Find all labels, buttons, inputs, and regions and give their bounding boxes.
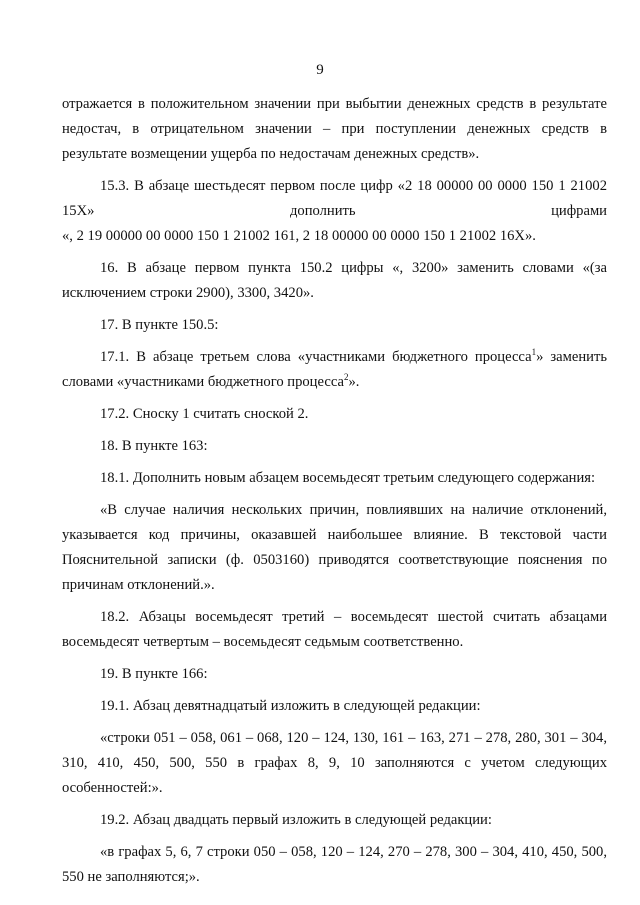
paragraph-16: 16. В абзаце первом пункта 150.2 цифры «, 3200» заменить словами «(за исключением строки 2900), 3300, 3420».: [62, 260, 607, 301]
footnote-mark-1: 1: [531, 347, 537, 358]
page-number: 9: [316, 62, 324, 78]
paragraph-1: отражается в положительном значении при выбытии денежных средств в результате недостач, в отрицательном значении – при поступлении денежных средств в результате возмещении ущерба по недостачам денежных средств».: [62, 96, 607, 162]
paragraph-19-1: 19.1. Абзац девятнадцатый изложить в следующей редакции:: [100, 698, 481, 714]
paragraph-17-2: 17.2. Сноску 1 считать сноской 2.: [100, 406, 309, 422]
document-body: [62, 92, 607, 890]
paragraph-17: 17. В пункте 150.5:: [100, 317, 219, 333]
paragraph-15-3-continued: «, 2 19 00000 00 0000 150 1 21002 161, 2 18 00000 00 0000 150 1 21002 16Х».: [62, 228, 536, 244]
paragraph-quote-2: «строки 051 – 058, 061 – 068, 120 – 124, 130, 161 – 163, 271 – 278, 280, 301 – 304, 310, 410, 450, 500, 550 в графах 8, 9, 10 заполняются с учетом следующих особенностей:».: [62, 730, 607, 796]
paragraph-17-1-text-c: ».: [348, 374, 360, 390]
paragraph-17-1: [62, 345, 607, 395]
paragraph-19-2: 19.2. Абзац двадцать первый изложить в следующей редакции:: [100, 812, 492, 828]
paragraph-18-1: 18.1. Дополнить новым абзацем восемьдесят третьим следующего содержания:: [100, 470, 596, 486]
paragraph-18-2: 18.2. Абзацы восемьдесят третий – восемьдесят шестой считать абзацами восемьдесят четвертым – восемьдесят седьмым соответственно.: [62, 609, 607, 650]
paragraph-15-3: 15.3. В абзаце шестьдесят первом после цифр «2 18 00000 00 0000 150 1 21002 15Х» дополнить цифрами: [62, 178, 607, 219]
paragraph-18: 18. В пункте 163:: [100, 438, 208, 454]
paragraph-17-1-text-b: » заменить словами «участниками бюджетного процесса: [62, 349, 607, 390]
footnote-mark-2: 2: [343, 372, 349, 383]
paragraph-quote-1: «В случае наличия нескольких причин, повлиявших на наличие отклонений, указывается код причины, оказавшей наибольшее влияние. В текстовой части Пояснительной записки (ф. 0503160) приводятся соответствующие пояснения по причинам отклонений.».: [62, 502, 607, 593]
paragraph-17-1-text-a: 17.1. В абзаце третьем слова «участниками бюджетного процесса: [100, 349, 532, 365]
paragraph-19: 19. В пункте 166:: [100, 666, 208, 682]
paragraph-quote-3: «в графах 5, 6, 7 строки 050 – 058, 120 – 124, 270 – 278, 300 – 304, 410, 450, 500, 550 не заполняются;».: [62, 844, 607, 885]
